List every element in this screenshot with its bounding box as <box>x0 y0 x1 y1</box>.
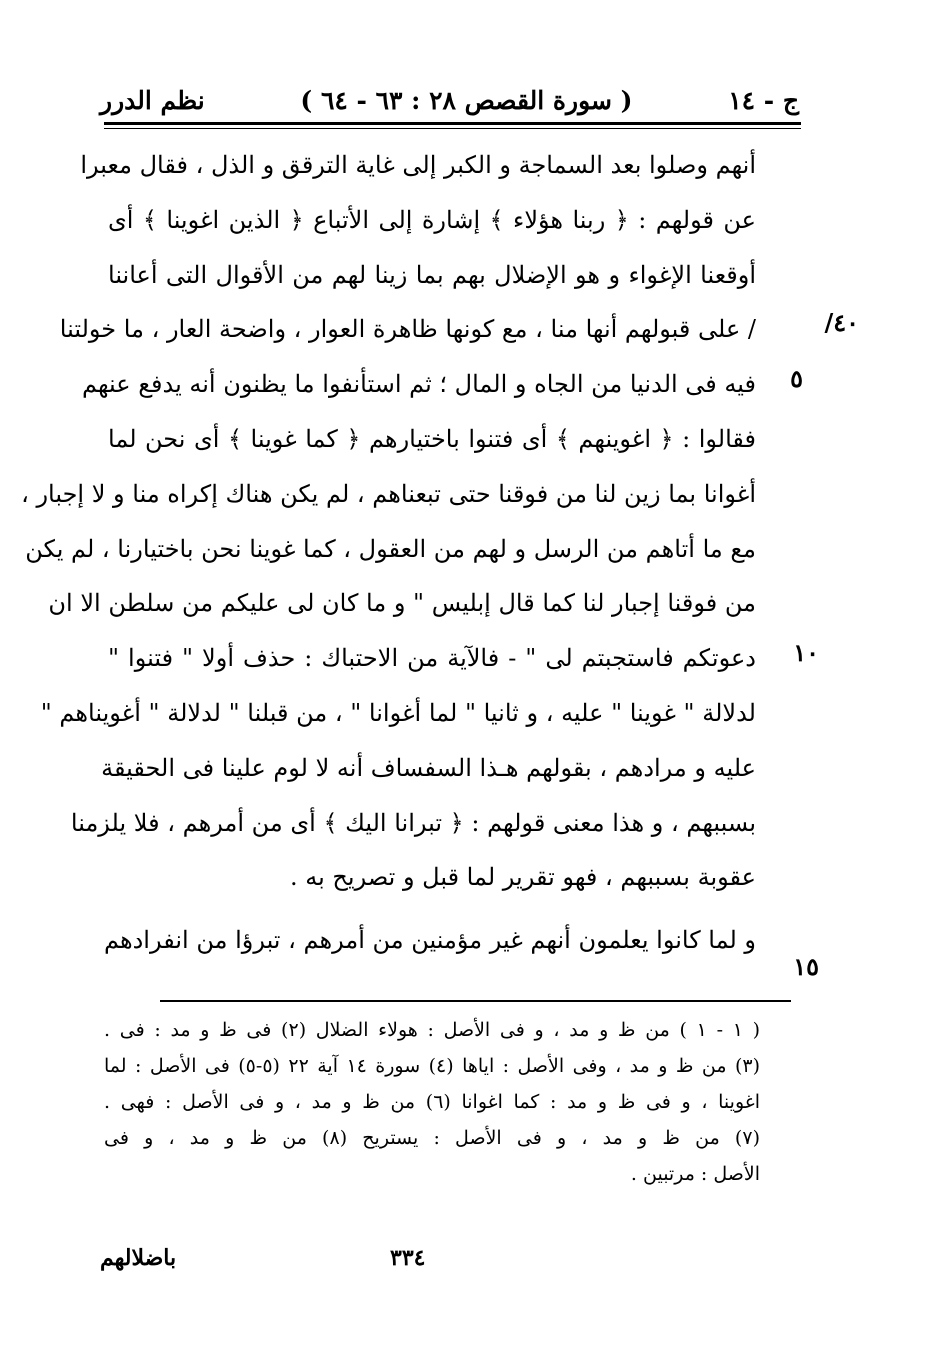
text-line: / على قبولهم أنها منا ، مع كونها ظاهرة العوار ، واضحة العار ، ما خولتنا <box>59 315 756 344</box>
footnote-line: الأصل : مرتبين . <box>630 1163 760 1185</box>
footnote-line: (٣) من ظ و مد ، وفى الأصل : اياها (٤) سورة ١٤ آية ٢٢ (٥-٥) فى الأصل : لما <box>104 1055 761 1077</box>
folio-marker: ٤٠/ <box>824 308 859 337</box>
text-line: بسببهم ، و هذا معنى قولهم : ﴿ تبرانا اليك ﴾ أى من أمرهم ، فلا يلزمنا <box>70 808 756 837</box>
text-line: فقالوا : ﴿ اغوينهم ﴾ أى فتنوا باختيارهم ﴿ كما غوينا ﴾ أى نحن لما <box>108 424 756 453</box>
page-footer <box>100 1245 749 1285</box>
footnote-rule <box>160 1000 791 1002</box>
book-title: نظم الدرر <box>100 85 205 115</box>
running-header <box>100 76 799 124</box>
text-line: دعوتكم فاستجبتم لى " - فالآية من الاحتباك : حذف أولا " فتنوا " <box>108 644 756 673</box>
text-line: أوقعنا الإغواء و هو الإضلال بهم بما زينا لهم من الأقوال التى أعاننا <box>108 260 756 289</box>
text-line: مع ما أتاهم من الرسل و لهم من العقول ، كما غوينا نحن باختيارنا ، لم يكن <box>25 534 756 563</box>
text-line-last: و لما كانوا يعلمون أنهم غير مؤمنين من أمرهم ، تبرؤا من انفرادهم <box>103 926 756 955</box>
footnote-line: ( ١ - ١ ) من ظ و مد ، و فى الأصل : هولاء الضلال (٢) فى ظ و مد : فى . <box>104 1019 761 1041</box>
text-line: أغوانا بما زين لنا من فوقنا حتى تبعناهم ، لم يكن هناك إكراه منا و لا إجبار ، <box>21 479 756 508</box>
header-rule <box>104 122 801 125</box>
line-number-5: ٥ <box>790 364 803 393</box>
text-line: من فوقنا إجبار لنا كما قال إبليس " و ما كان لى عليكم من سلطن الا ان <box>48 589 756 618</box>
text-line: أنهم وصلوا بعد السماجة و الكبر إلى غاية الترقق و الذل ، فقال معبرا <box>80 151 756 179</box>
line-number-15: ١٥ <box>793 952 819 981</box>
footnotes <box>104 1012 760 1192</box>
footnote-line: اغوينا ، و فى ظ و مد : كما اغوانا (٦) من ظ و مد ، و فى الأصل : فهى . <box>104 1091 760 1113</box>
text-line: فيه فى الدنيا من الجاه و المال ؛ ثم استأنفوا ما يظنون أنه يدفع عنهم <box>82 370 756 399</box>
part-number: ج - ١٤ <box>728 85 799 115</box>
text-line: عقوبة بسببهم ، فهو تقرير لما قبل و تصريح به . <box>289 863 756 892</box>
text-line: عن قولهم : ﴿ ربنا هؤلاء ﴾ إشارة إلى الأتباع ﴿ الذين اغوينا ﴾ أى <box>108 205 756 234</box>
catchword: باضلالهم <box>100 1245 177 1271</box>
text-line: عليه و مرادهم ، بقولهم هـذا السفساف أنه لا لوم علينا فى الحقيقة <box>101 753 756 782</box>
footnote-line: (٧) من ظ و مد ، و فى الأصل : يستريح (٨) من ظ و مد ، و فى <box>104 1127 760 1149</box>
page-number: ٣٣٤ <box>390 1245 426 1271</box>
main-text <box>21 138 756 968</box>
surah-reference: ( سورة القصص ٢٨ : ٦٣ - ٦٤ ) <box>300 85 633 115</box>
header-rule-thin <box>104 128 801 129</box>
line-number-10: ١٠ <box>793 638 819 667</box>
text-line: لدلالة " غوينا " عليه ، و ثانيا " لما أغوانا " ، من قبلنا " لدلالة " أغويناهم " <box>40 698 756 727</box>
